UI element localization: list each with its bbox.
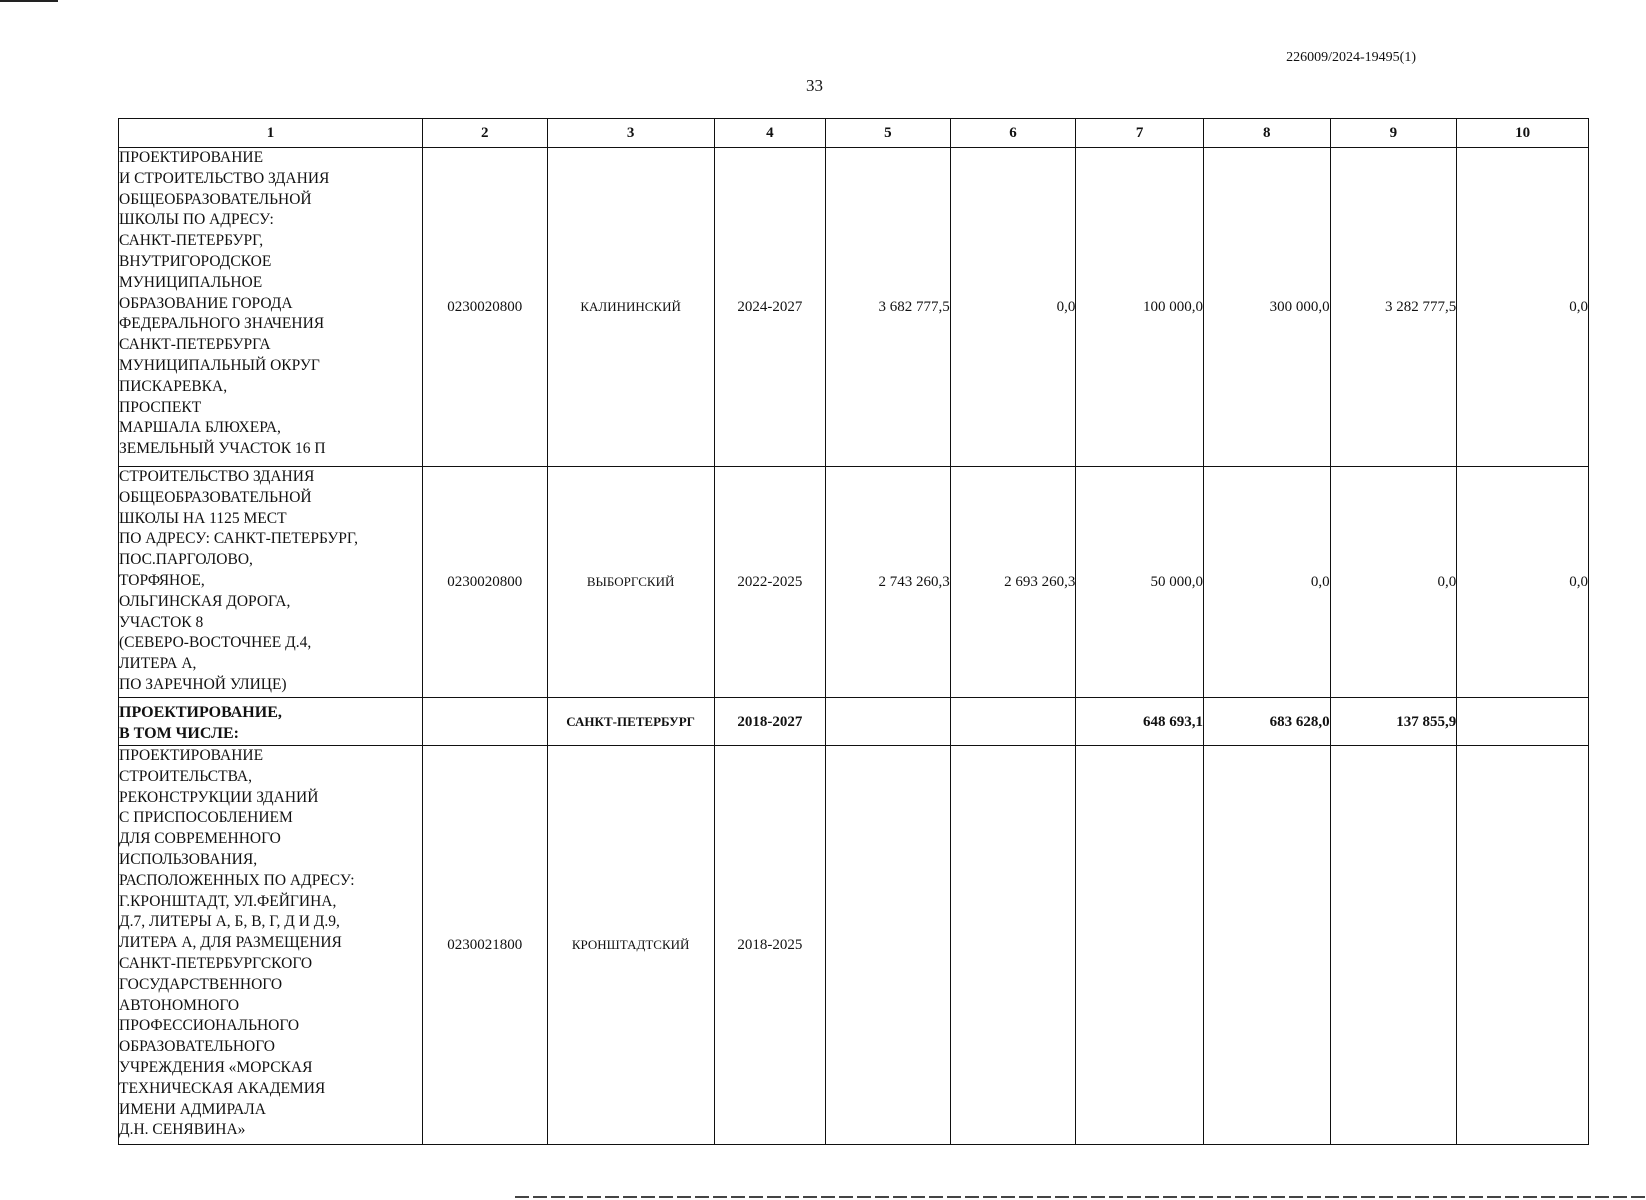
value-cell-col6: 0,0 <box>950 148 1076 467</box>
object-name-line: ПРОЕКТИРОВАНИЕ <box>119 149 264 166</box>
value-cell-col8 <box>1203 746 1330 1145</box>
object-name-line: ОЛЬГИНСКАЯ ДОРОГА, <box>119 592 291 610</box>
value-cell-col10 <box>1457 746 1589 1145</box>
object-name-cell <box>119 148 423 467</box>
period-cell: 2018-2027 <box>714 698 825 746</box>
object-name-line: ИСПОЛЬЗОВАНИЯ, <box>119 850 258 868</box>
budget-code-cell <box>422 698 547 746</box>
object-name-line: УЧРЕЖДЕНИЯ «МОРСКАЯ <box>119 1058 313 1076</box>
object-name-line: ГОСУДАРСТВЕННОГО <box>119 975 283 993</box>
value-cell-col10: 0,0 <box>1457 467 1589 698</box>
district-cell: САНКТ-ПЕТЕРБУРГ <box>547 698 714 746</box>
value-cell-col7: 648 693,1 <box>1076 698 1204 746</box>
column-header-1: 1 <box>119 119 423 148</box>
object-name-line: АВТОНОМНОГО <box>119 996 240 1014</box>
district-cell: КРОНШТАДТСКИЙ <box>547 746 714 1145</box>
object-name-line: ПО ЗАРЕЧНОЙ УЛИЦЕ) <box>119 675 287 693</box>
object-name-line: (СЕВЕРО-ВОСТОЧНЕЕ Д.4, <box>119 634 312 652</box>
period-cell: 2022-2025 <box>714 467 825 698</box>
object-name-line: ТОРФЯНОЕ, <box>119 571 205 589</box>
value-cell-col5 <box>826 698 951 746</box>
object-name-line: ПРОЕКТИРОВАНИЕ, <box>119 704 282 721</box>
value-cell-col8: 683 628,0 <box>1203 698 1330 746</box>
object-name-line: ИМЕНИ АДМИРАЛА <box>119 1100 266 1118</box>
district-cell: КАЛИНИНСКИЙ <box>547 148 714 467</box>
object-name-line: САНКТ-ПЕТЕРБУРГА <box>119 336 271 354</box>
value-cell-col10: 0,0 <box>1457 148 1589 467</box>
object-name-line: РАСПОЛОЖЕННЫХ ПО АДРЕСУ: <box>119 871 355 889</box>
object-name-line: ЛИТЕРА А, ДЛЯ РАЗМЕЩЕНИЯ <box>119 934 342 952</box>
budget-code-cell: 0230021800 <box>422 746 547 1145</box>
budget-code-cell: 0230020800 <box>422 467 547 698</box>
object-name-line: МАРШАЛА БЛЮХЕРА, <box>119 419 281 437</box>
column-header-10: 10 <box>1457 119 1589 148</box>
value-cell-col6 <box>950 746 1076 1145</box>
column-header-8: 8 <box>1203 119 1330 148</box>
object-name-cell <box>119 746 423 1145</box>
period-cell: 2024-2027 <box>714 148 825 467</box>
column-header-9: 9 <box>1330 119 1457 148</box>
column-header-6: 6 <box>950 119 1076 148</box>
scan-artifact-top-line <box>0 0 58 2</box>
value-cell-col9: 137 855,9 <box>1330 698 1457 746</box>
table-header-row <box>119 119 1589 148</box>
object-name-line: МУНИЦИПАЛЬНОЕ <box>119 273 263 291</box>
value-cell-col7 <box>1076 746 1204 1145</box>
object-name-line: ОБЩЕОБРАЗОВАТЕЛЬНОЙ <box>119 190 312 208</box>
object-name-line: МУНИЦИПАЛЬНЫЙ ОКРУГ <box>119 356 320 374</box>
column-header-3: 3 <box>547 119 714 148</box>
scan-artifact-bottom-line <box>515 1196 1646 1198</box>
document-id: 226009/2024-19495(1) <box>1286 50 1416 65</box>
object-name-cell <box>119 467 423 698</box>
period-cell: 2018-2025 <box>714 746 825 1145</box>
page-number: 33 <box>806 76 823 95</box>
object-name-cell <box>119 698 423 746</box>
object-name-line: ШКОЛЫ ПО АДРЕСУ: <box>119 211 274 229</box>
value-cell-col8: 300 000,0 <box>1203 148 1330 467</box>
object-name-line: ОБЩЕОБРАЗОВАТЕЛЬНОЙ <box>119 488 312 506</box>
table-row <box>119 467 1589 698</box>
object-name-line: ШКОЛЫ НА 1125 МЕСТ <box>119 509 287 527</box>
object-name-line: УЧАСТОК 8 <box>119 613 204 631</box>
value-cell-col9: 0,0 <box>1330 467 1457 698</box>
object-name-line: Д.7, ЛИТЕРЫ А, Б, В, Г, Д И Д.9, <box>119 913 340 931</box>
object-name-line: Д.Н. СЕНЯВИНА» <box>119 1121 246 1139</box>
object-name-line: ПРОЕКТИРОВАНИЕ <box>119 747 264 764</box>
object-name-line: СТРОИТЕЛЬСТВА, <box>119 767 252 785</box>
object-name-line: ПРОСПЕКТ <box>119 398 202 416</box>
value-cell-col9 <box>1330 746 1457 1145</box>
value-cell-col5: 2 743 260,3 <box>826 467 951 698</box>
object-name-line: ДЛЯ СОВРЕМЕННОГО <box>119 830 281 848</box>
object-name-line: ПО АДРЕСУ: САНКТ-ПЕТЕРБУРГ, <box>119 530 358 548</box>
object-name-line: ПИСКАРЕВКА, <box>119 377 228 395</box>
value-cell-col6: 2 693 260,3 <box>950 467 1076 698</box>
investment-program-table <box>118 118 1589 1145</box>
object-name-line: ОБРАЗОВАТЕЛЬНОГО <box>119 1038 275 1056</box>
table-row <box>119 148 1589 467</box>
object-name-line: РЕКОНСТРУКЦИИ ЗДАНИЙ <box>119 788 319 806</box>
object-name-line: САНКТ-ПЕТЕРБУРГСКОГО <box>119 954 313 972</box>
value-cell-col9: 3 282 777,5 <box>1330 148 1457 467</box>
column-header-2: 2 <box>422 119 547 148</box>
column-header-7: 7 <box>1076 119 1204 148</box>
object-name-line: СТРОИТЕЛЬСТВО ЗДАНИЯ <box>119 468 315 485</box>
object-name-line: ОБРАЗОВАНИЕ ГОРОДА <box>119 294 293 312</box>
value-cell-col7: 100 000,0 <box>1076 148 1204 467</box>
object-name-line: САНКТ-ПЕТЕРБУРГ, <box>119 232 264 250</box>
object-name-line: ВНУТРИГОРОДСКОЕ <box>119 252 272 270</box>
column-header-5: 5 <box>826 119 951 148</box>
value-cell-col7: 50 000,0 <box>1076 467 1204 698</box>
value-cell-col8: 0,0 <box>1203 467 1330 698</box>
object-name-line: ЗЕМЕЛЬНЫЙ УЧАСТОК 16 П <box>119 440 326 458</box>
object-name-line: ФЕДЕРАЛЬНОГО ЗНАЧЕНИЯ <box>119 315 325 333</box>
column-header-4: 4 <box>714 119 825 148</box>
object-name-line: ПРОФЕССИОНАЛЬНОГО <box>119 1017 300 1035</box>
object-name-line: ЛИТЕРА А, <box>119 655 197 673</box>
value-cell-col6 <box>950 698 1076 746</box>
value-cell-col5: 3 682 777,5 <box>826 148 951 467</box>
table-row-subtotal <box>119 698 1589 746</box>
object-name-line: ТЕХНИЧЕСКАЯ АКАДЕМИЯ <box>119 1079 326 1097</box>
district-cell: ВЫБОРГСКИЙ <box>547 467 714 698</box>
budget-code-cell: 0230020800 <box>422 148 547 467</box>
value-cell-col5 <box>826 746 951 1145</box>
table-row <box>119 746 1589 1145</box>
value-cell-col10 <box>1457 698 1589 746</box>
object-name-line: В ТОМ ЧИСЛЕ: <box>119 725 239 742</box>
object-name-line: Г.КРОНШТАДТ, УЛ.ФЕЙГИНА, <box>119 892 337 910</box>
object-name-line: ПОС.ПАРГОЛОВО, <box>119 551 253 569</box>
object-name-line: С ПРИСПОСОБЛЕНИЕМ <box>119 809 293 827</box>
object-name-line: И СТРОИТЕЛЬСТВО ЗДАНИЯ <box>119 169 330 187</box>
